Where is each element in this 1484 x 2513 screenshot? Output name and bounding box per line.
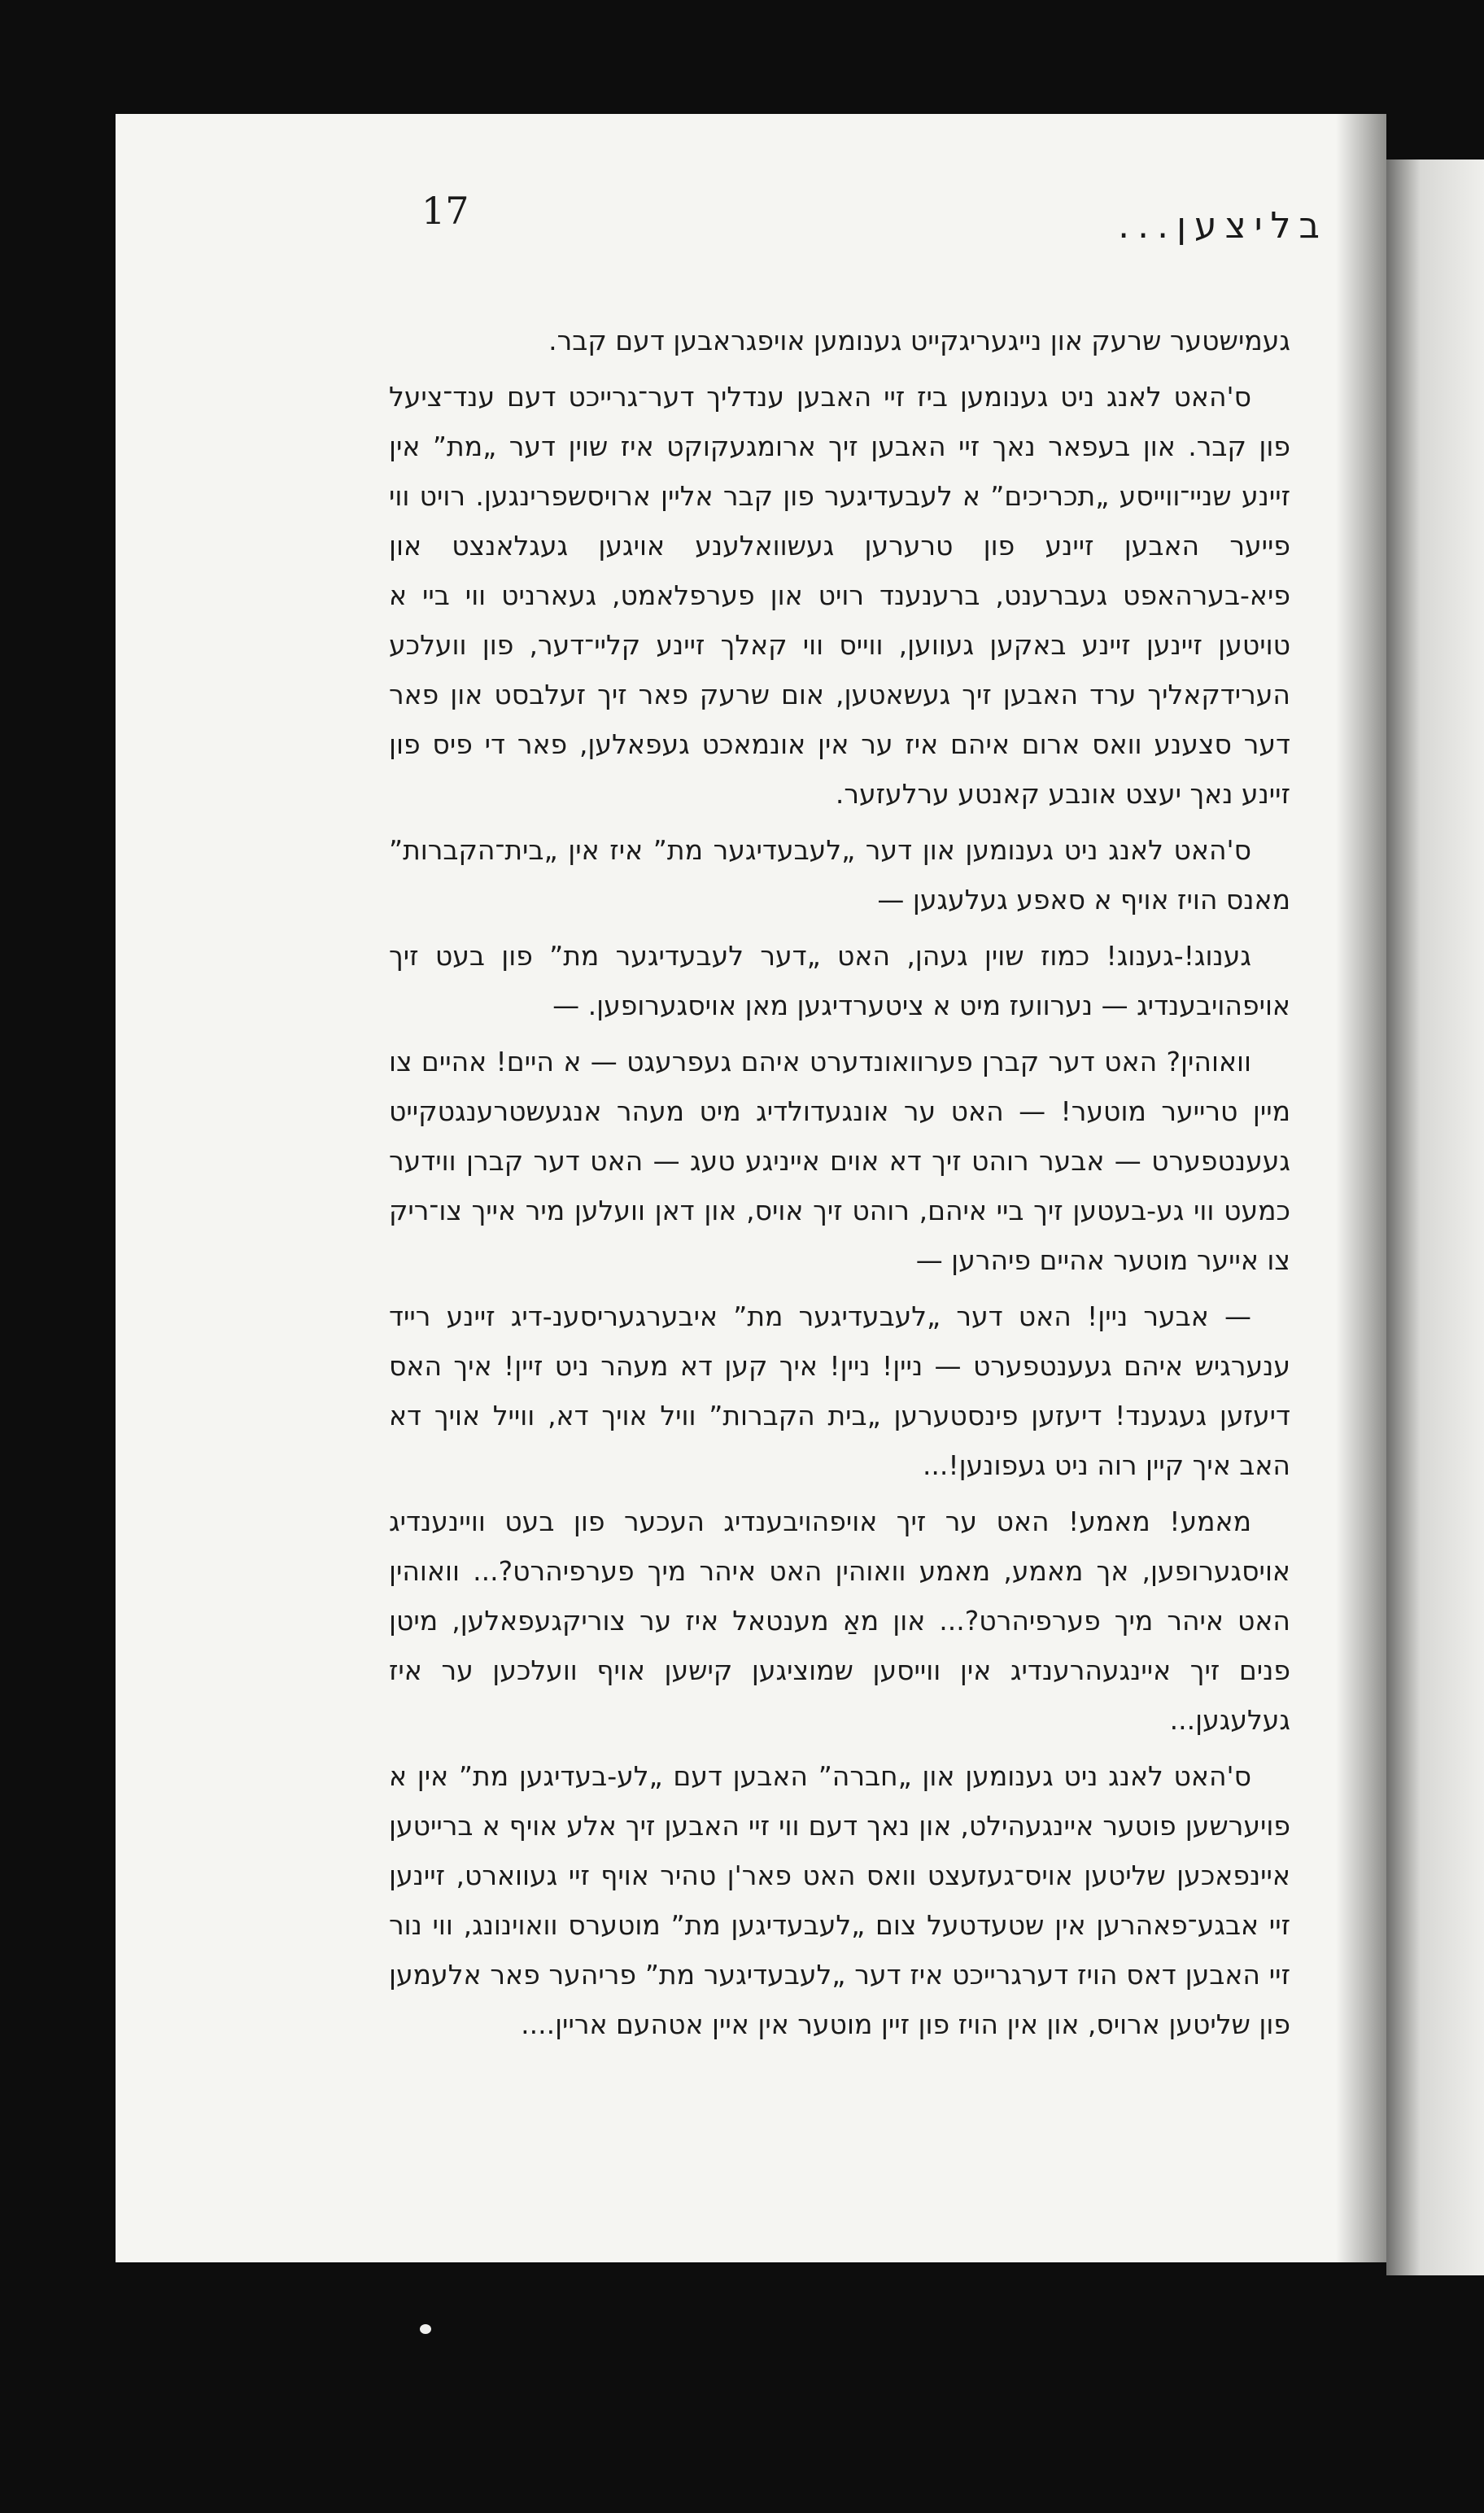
paragraph: — אבער ניין! האט דער „לעבעדיגער מת” איבערגעריסענ-דיג זיינע רייד ענערגיש איהם געענטפערט — ניין! ניין! איך קען דא מעהר ניט זיין! איך האס דיעזען געגענד! דיעזען פינסטערען „בית הקברות” וויל אויך דא, ווייל אויך דא האב איך קיין רוה ניט געפונען!...: [389, 1300, 1290, 1481]
paragraph: ס'האט לאנג ניט גענומען און „חברה” האבען דעם „לע-בעדיגען מת” אין א פויערשען פוטער איינגעהילט, און נאך דעם ווי זיי האבען זיך אלע אויף א ברייטען איינפאכען שליטען אויס־געזעצט וואס האט פאר'ן טהיר אויף זיי געווארט, זיינען זיי אבגע־פאהרען אין שטעדטעל צום „לעבעדיגען מת” מוטערס וואוינונג, ווי נור זיי האבען דאס הויז דערגרייכט איז דער „לעבעדיגער מת” פריהער פאר אלעמען פון שליטען ארויס, און אין הויז פון זיין מוטער אין איין אטהעם אריין....: [389, 1760, 1290, 2040]
paragraph: וואוהין? האט דער קברן פערוואונדערט איהם געפרעגט — א היים! אהיים צו מיין טרייער מוטער! — האט ער אונגעדולדיג מיט מעהר אנגעשטרענגטקייט געענטפערט — אבער רוהט זיך דא אוים אייניגע טעג — האט דער קברן ווידער כמעט ווי גע-בעטען זיך ביי איהם, רוהט זיך אויס, און דאן וועלען מיר אייך צו־ריק צו אייער מוטער אהיים פיהרען —: [389, 1046, 1290, 1276]
dust-speck: [420, 2324, 431, 2334]
paragraph: געמישטער שרעק און נייגעריגקייט גענומען אויפגראבען דעם קבר.: [548, 325, 1290, 356]
page-number: 17: [421, 189, 469, 233]
body-text: [389, 316, 1290, 2049]
adjacent-page-edge: [1386, 160, 1484, 2275]
running-head: בליצען...: [1118, 205, 1328, 247]
page-gutter-shadow: [1336, 114, 1386, 2262]
paragraph: מאמע! מאמע! האט ער זיך אויפהויבענדיג העכער פון בעט וויינענדיג אויסגערופען, אך מאמע, מאמע וואוהין האט איהר מיך פערפיהרט?... וואוהין האט איהר מיך פערפיהרט?... און מאַ מענטאל איז ער צוריקגעפאלען, מיטן פנים זיך איינגעהרענדיג אין ווייסען שמוציגען קישען אויף וועלכען ער איז געלעגען...: [389, 1506, 1290, 1736]
paragraph: גענוג!-גענוג! כמוז שוין געהן, האט „דער לעבעדיגער מת” פון בעט זיך אויפהויבענדיג — נערוועז מיט א ציטערדיגען מאן אויסגערופען. —: [389, 940, 1290, 1021]
paragraph: ס'האט לאנג ניט גענומען און דער „לעבעדיגער מת” איז אין „בית־הקברות” מאנס הויז אויף א סאפע געלעגען —: [389, 834, 1290, 916]
paragraph: ס'האט לאנג ניט גענומען ביז זיי האבען ענדליך דער־גרייכט דעם ענד־ציעל פון קבר. און בעפאר נאך זיי האבען זיך ארומגעקוקט איז שוין דער „מת” אין זיינע שניי־ווייסע „תכריכים” א לעבעדיגער פון קבר אליין ארויסשפרינגען. רויט ווי פייער האבען זיינע פון טרערען געשוואלענע אויגען געגלאנצט און פיא-בערהאפט געברענט, ברענענד רויט און פערפלאמט, געארניט ווי ביי א טויטען זיינען זיינע באקען געווען, ווייס ווי קאלך זיינע קליי־דער, פון וועלכע הערידקאליך ערד האבען זיך געשאטען, אום שרעק פאר זיך זעלבסט און פאר דער סצענע וואס ארום איהם איז ער אין אונמאכט געפאלען, פאר די פיס פון זיינע נאך יעצט אונבע קאנטע ערלעזער.: [389, 381, 1290, 810]
